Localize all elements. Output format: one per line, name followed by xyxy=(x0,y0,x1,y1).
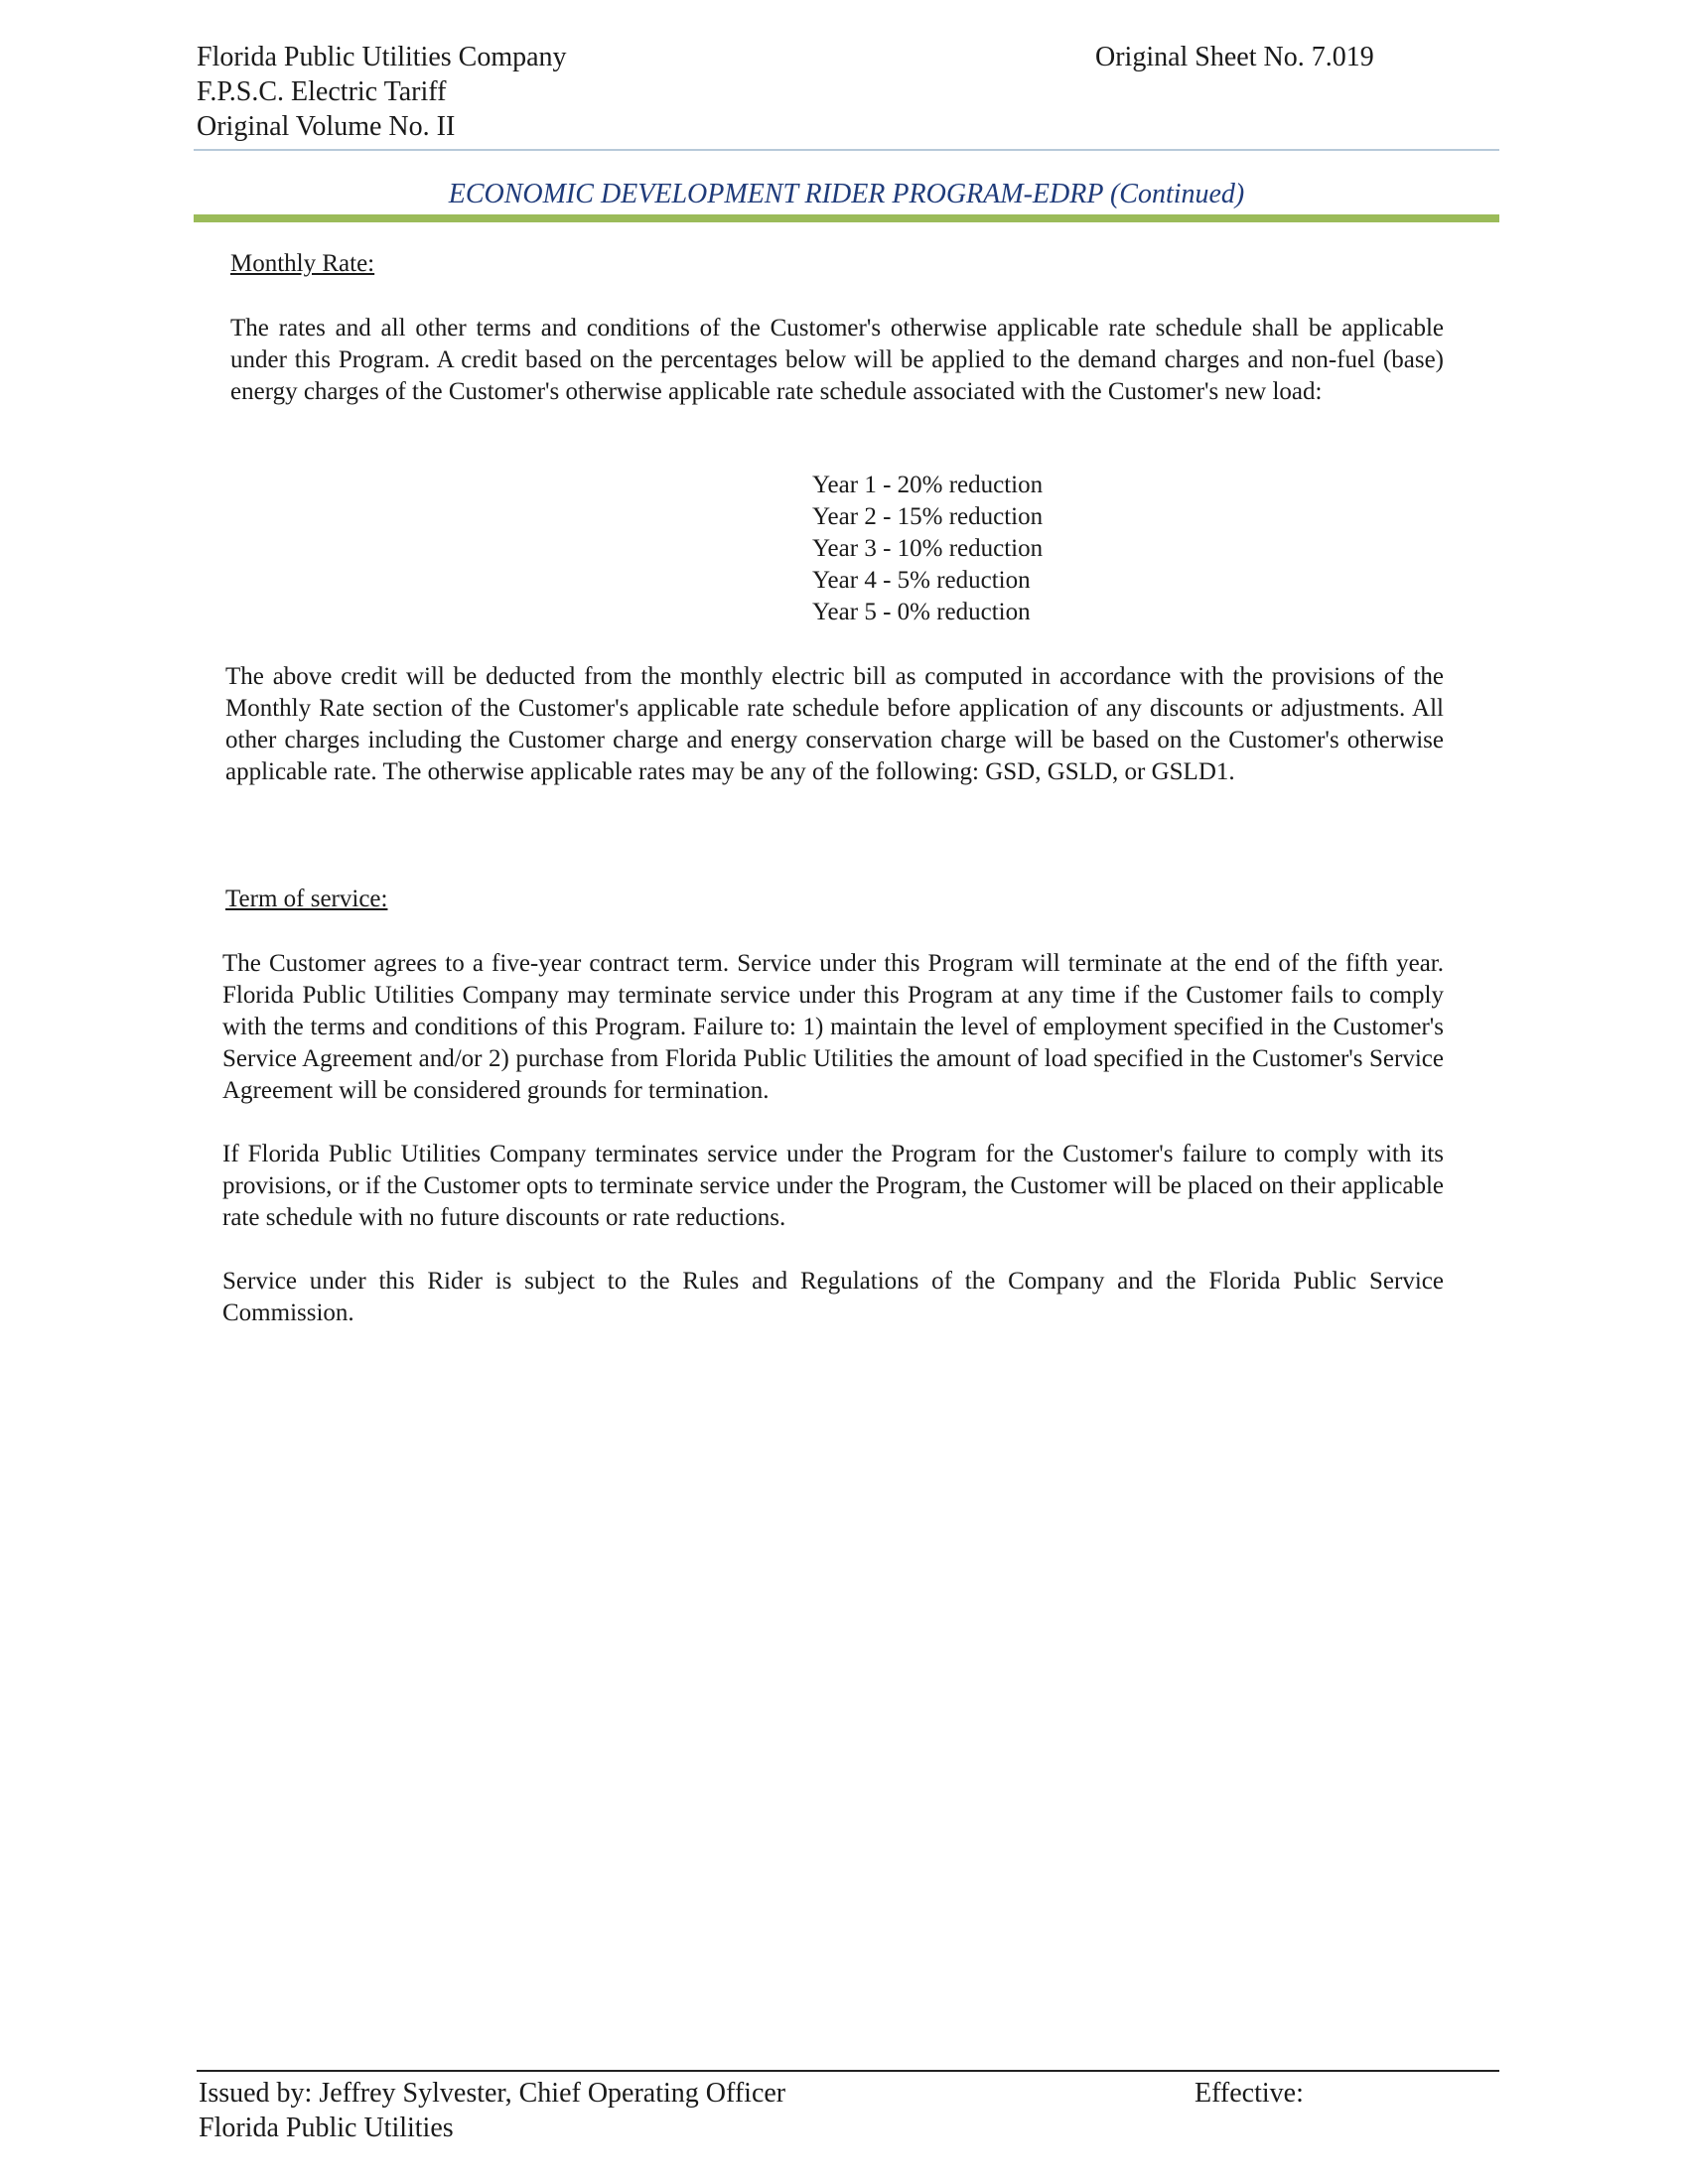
volume-number: Original Volume No. II xyxy=(197,111,456,142)
header-left xyxy=(197,40,567,144)
company-name: Florida Public Utilities Company xyxy=(197,42,567,72)
sheet-number: Original Sheet No. 7.019 xyxy=(1095,42,1374,72)
term-of-service-heading: Term of service: xyxy=(225,886,388,912)
footer-divider xyxy=(197,2070,1499,2072)
reduction-year-4: Year 4 - 5% reduction xyxy=(812,567,1031,594)
section-title: ECONOMIC DEVELOPMENT RIDER PROGRAM-EDRP (Continued) xyxy=(448,179,1245,209)
issuing-organization: Florida Public Utilities xyxy=(199,2113,454,2143)
footer-left xyxy=(199,2076,785,2145)
monthly-rate-intro xyxy=(230,313,1444,408)
reduction-year-1: Year 1 - 20% reduction xyxy=(812,472,1044,498)
tariff-name: F.P.S.C. Electric Tariff xyxy=(197,76,447,107)
monthly-rate-intro-text: The rates and all other terms and conditions of the Customer's otherwise applicable rate schedule shall be applicable under this Program. A credit based on the percentages below will be applied to the demand charges and non-fuel (base) energy charges of the Customer's otherwise applicable rate schedule associated with the Customer's new load: xyxy=(230,315,1444,405)
reduction-year-3: Year 3 - 10% reduction xyxy=(812,535,1044,562)
credit-text: The above credit will be deducted from the monthly electric bill as computed in accordance with the provisions of the Monthly Rate section of the Customer's applicable rate schedule before application of any discounts or adjustments. All other charges including the Customer charge and energy conservation charge will be based on the Customer's otherwise applicable rate. The otherwise applicable rates may be any of the following: GSD, GSLD, or GSLD1. xyxy=(225,663,1444,785)
term-paragraph-2 xyxy=(222,1139,1444,1234)
term-paragraph-1 xyxy=(222,948,1444,1107)
term-paragraph-3-text: Service under this Rider is subject to the Rules and Regulations of the Company and the Florida Public Service Commission. xyxy=(222,1268,1444,1326)
term-paragraph-3 xyxy=(222,1266,1444,1329)
reduction-year-5: Year 5 - 0% reduction xyxy=(812,599,1031,625)
title-divider xyxy=(194,214,1499,222)
reduction-year-2: Year 2 - 15% reduction xyxy=(812,503,1044,530)
term-paragraph-1-text: The Customer agrees to a five-year contract term. Service under this Program will terminate at the end of the fifth year. Florida Public Utilities Company may terminate service under this Program at any time if the Customer fails to comply with the terms and conditions of this Program. Failure to: 1) maintain the level of employment specified in the Customer's Service Agreement and/or 2) purchase from Florida Public Utilities the amount of load specified in the Customer's Service Agreement will be considered grounds for termination. xyxy=(222,950,1444,1104)
issued-by: Issued by: Jeffrey Sylvester, Chief Operating Officer xyxy=(199,2078,786,2109)
credit-paragraph xyxy=(225,661,1444,788)
term-paragraph-2-text: If Florida Public Utilities Company terminates service under the Program for the Customer's failure to comply with its provisions, or if the Customer opts to terminate service under the Program, the Customer will be placed on their applicable rate schedule with no future discounts or rate reductions. xyxy=(222,1141,1444,1231)
effective-date-label: Effective: xyxy=(1195,2078,1304,2109)
monthly-rate-heading: Monthly Rate: xyxy=(230,250,375,277)
reduction-schedule xyxy=(812,470,1043,628)
header-divider xyxy=(194,149,1499,151)
